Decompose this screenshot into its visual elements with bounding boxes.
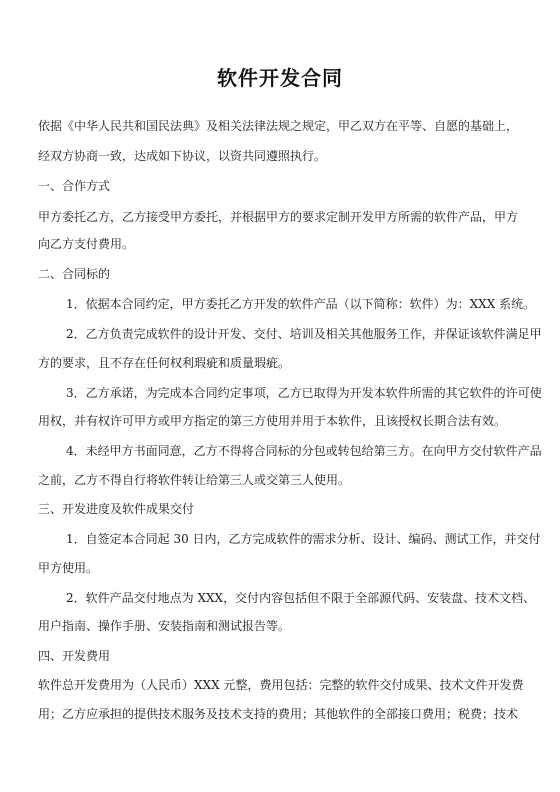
clause-line: 4．未经甲方书面同意，乙方不得将合同标的分包或转包给第三方。在向甲方交付软件产品 [66,444,542,458]
clause-line: 1．自签定本合同起 30 日内，乙方完成软件的需求分析、设计、编码、测试工作，并交付 [66,532,541,546]
clause-line: 甲方使用。 [38,561,99,575]
clause-line: 之前，乙方不得自行将软件转让给第三人或交第三人使用。 [38,473,351,487]
section-heading-3: 三、开发进度及软件成果交付 [38,502,195,516]
paragraph-line: 甲方委托乙方，乙方接受甲方委托，并根据甲方的要求定制开发甲方所需的软件产品，甲方 [38,210,519,224]
section-heading-2: 二、合同标的 [38,267,111,281]
preamble-line-2: 经双方协商一致，达成如下协议，以资共同遵照执行。 [38,149,327,163]
clause-line: 1．依据本合同约定，甲方委托乙方开发的软件产品（以下简称：软件）为：XXX 系统。 [66,297,536,311]
clause-line: 用户指南、操作手册、安装指南和测试报告等。 [38,619,291,633]
clause-line: 2．乙方负责完成软件的设计开发、交付、培训及相关其他服务工作，并保证该软件满足甲 [66,327,542,341]
paragraph-line: 软件总开发费用为（人民币）XXX 元整，费用包括：完整的软件交付成果、技术文件开发费 [38,678,524,692]
clause-line: 3．乙方承诺，为完成本合同约定事项，乙方已取得为开发本软件所需的其它软件的许可使 [66,386,542,400]
section-heading-4: 四、开发费用 [38,649,111,663]
preamble-line-1: 依据《中华人民共和国民法典》及相关法律法规之规定，甲乙双方在平等、自愿的基础上， [38,119,519,133]
clause-line: 2．软件产品交付地点为 XXX，交付内容包括但不限于全部源代码、安装盘、技术文档、 [66,591,536,605]
section-heading-1: 一、合作方式 [38,179,111,193]
paragraph-line: 向乙方支付费用。 [38,237,135,251]
paragraph-line: 用；乙方应承担的提供技术服务及技术支持的费用；其他软件的全部接口费用；税费；技术 [38,707,519,721]
clause-line: 方的要求，且不存在任何权利瑕疵和质量瑕疵。 [38,356,291,370]
clause-line: 用权，并有权许可甲方或甲方指定的第三方使用并用于本软件，且该授权长期合法有效。 [38,414,507,428]
document-title: 软件开发合同 [217,66,343,90]
